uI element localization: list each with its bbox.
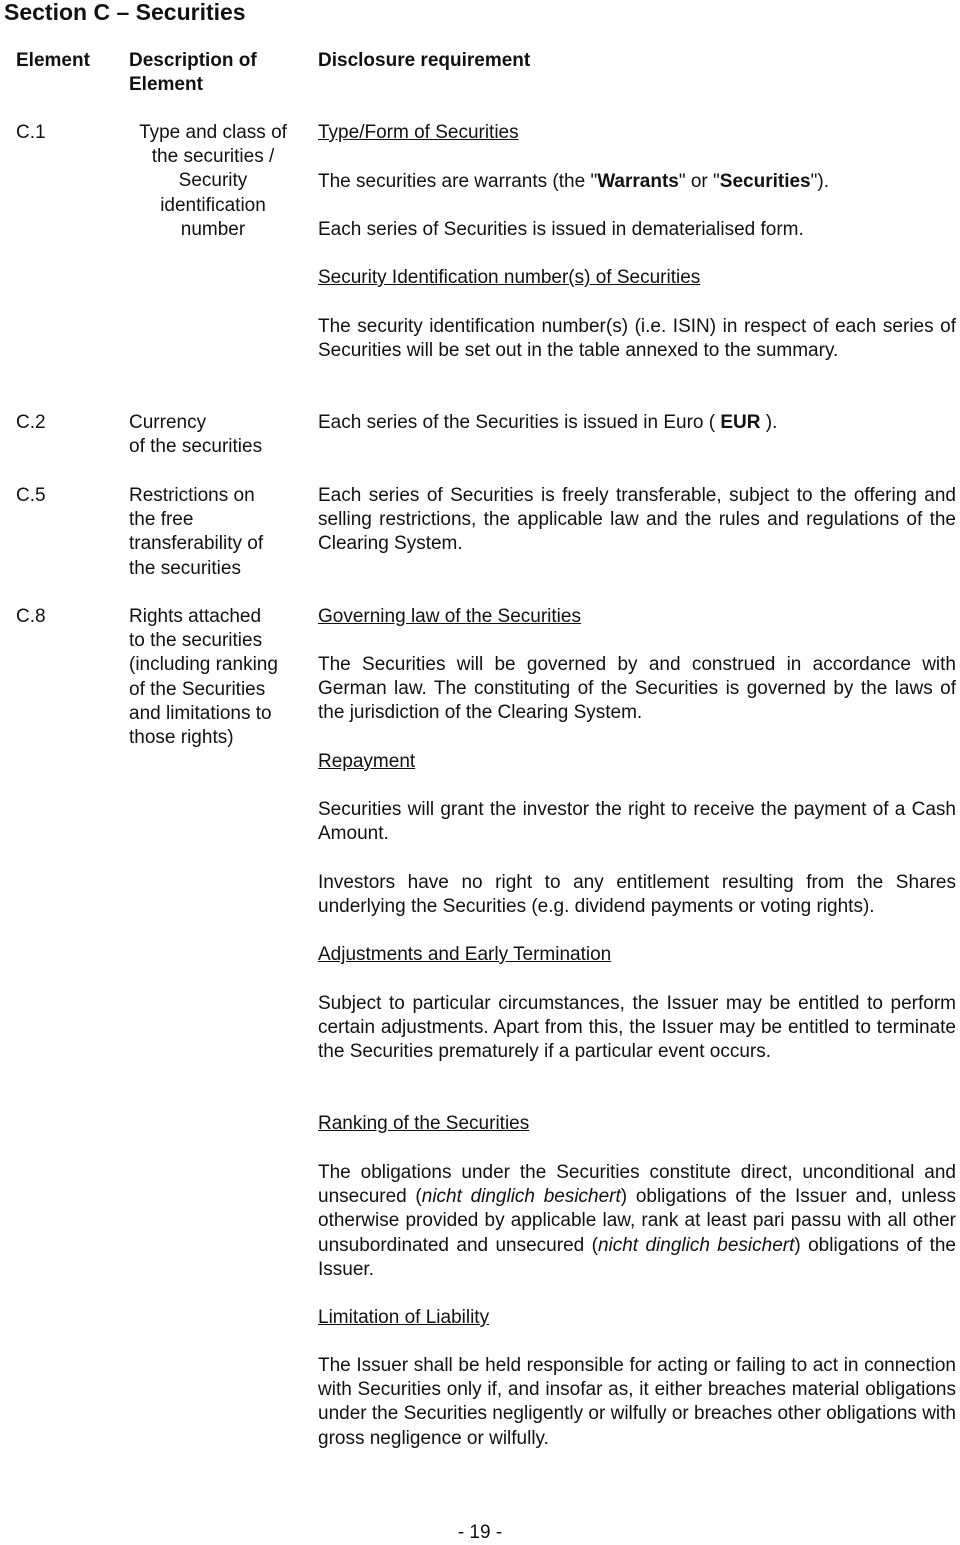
row-c8-description xyxy=(129,605,297,750)
ranking-part1: The obligations under the Securities constitute direct, unconditional and unsecured ( xyxy=(318,1162,956,1208)
row-c2-description-line1: Currency xyxy=(129,412,207,433)
row-c8-description-line1: Rights attached xyxy=(129,606,262,627)
row-c8-investors-text: Investors have no right to any entitlement resulting from the Shares underlying the Securities (e.g. dividend payments or voting rights). xyxy=(318,872,956,918)
row-c5-element: C.5 xyxy=(16,485,46,506)
row-c1-heading-isin: Security Identification number(s) of Securities xyxy=(318,267,701,288)
row-c1-warrants-text xyxy=(318,170,956,194)
row-c2-text xyxy=(318,411,956,435)
warrants-mid: " or " xyxy=(678,171,720,192)
row-c8-description-line2: to the securities (including ranking of the Securities and limitations to those rights) xyxy=(129,630,278,749)
ranking-part2: ) obligations of the Issuer and, unless otherwise provided by applicable law, rank at least pari passu with all other unsubordinated and unsecured ( xyxy=(318,1186,956,1256)
row-c2-description xyxy=(129,411,299,459)
row-c1-element: C.1 xyxy=(16,122,46,143)
section-title: Section C – Securities xyxy=(4,0,246,25)
header-description: Description of Element xyxy=(129,50,257,96)
row-c1-dematerialised-text: Each series of Securities is issued in dematerialised form. xyxy=(318,219,804,240)
warrants-term: Warrants xyxy=(597,171,679,192)
row-c1-description-text: Type and class of the securities / Security identification number xyxy=(139,122,287,240)
row-c2-element: C.2 xyxy=(16,412,46,433)
row-c8-heading-ranking: Ranking of the Securities xyxy=(318,1113,530,1134)
currency-code: EUR xyxy=(720,412,761,433)
row-c5-description-line1: Restrictions on xyxy=(129,485,255,506)
row-c8-heading-limitation: Limitation of Liability xyxy=(318,1307,490,1328)
warrants-prefix: The securities are warrants (the " xyxy=(318,171,598,192)
page-number: - 19 - xyxy=(457,1522,503,1543)
ranking-part3: ) obligations of the Issuer. xyxy=(318,1234,957,1280)
row-c1-isin-text: The security identification number(s) (i.e. ISIN) in respect of each series of Securities will be set out in the table annexed to the summary. xyxy=(318,316,956,362)
row-c2-description-line2: of the securities xyxy=(129,436,263,458)
currency-suffix: ). xyxy=(760,412,778,433)
row-c5-text: Each series of Securities is freely transferable, subject to the offering and selling restrictions, the applicable law and the rules and regulations of the Clearing System. xyxy=(318,485,956,555)
row-c8-limitation-text: The Issuer shall be held responsible for acting or failing to act in connection with Securities only if, and insofar as, it either breaches material obligations under the Securities negligently or wilfully or breaches other obligations with gross negligence or wilfully. xyxy=(318,1355,956,1449)
row-c8-heading-adjustments: Adjustments and Early Termination xyxy=(318,944,612,965)
header-disclosure: Disclosure requirement xyxy=(318,50,531,71)
currency-prefix: Each series of the Securities is issued in Euro ( xyxy=(318,412,721,433)
row-c8-element: C.8 xyxy=(16,606,46,627)
row-c5-description-line2: the free transferability of the securities xyxy=(129,509,264,579)
row-c8-heading-governing: Governing law of the Securities xyxy=(318,606,581,627)
warrants-suffix: "). xyxy=(810,171,829,192)
row-c1-heading-type: Type/Form of Securities xyxy=(318,122,519,143)
row-c8-adjustments-text: Subject to particular circumstances, the Issuer may be entitled to perform certain adjustments. Apart from this, the Issuer may be entitled to terminate the Securities prematurely if a particular event occurs. xyxy=(318,993,956,1063)
row-c8-ranking-text xyxy=(318,1161,956,1282)
ranking-italic2: nicht dinglich besichert xyxy=(597,1234,795,1256)
header-element: Element xyxy=(16,50,90,71)
row-c5-description xyxy=(129,484,284,581)
row-c8-repayment-text: Securities will grant the investor the right to receive the payment of a Cash Amount. xyxy=(318,799,956,845)
row-c8-heading-repayment: Repayment xyxy=(318,751,416,772)
row-c8-governing-text: The Securities will be governed by and construed in accordance with German law. The constituting of the Securities is governed by the laws of the jurisdiction of the Clearing System. xyxy=(318,654,956,724)
securities-term: Securities xyxy=(719,171,811,192)
ranking-italic1: nicht dinglich besichert xyxy=(421,1186,621,1208)
